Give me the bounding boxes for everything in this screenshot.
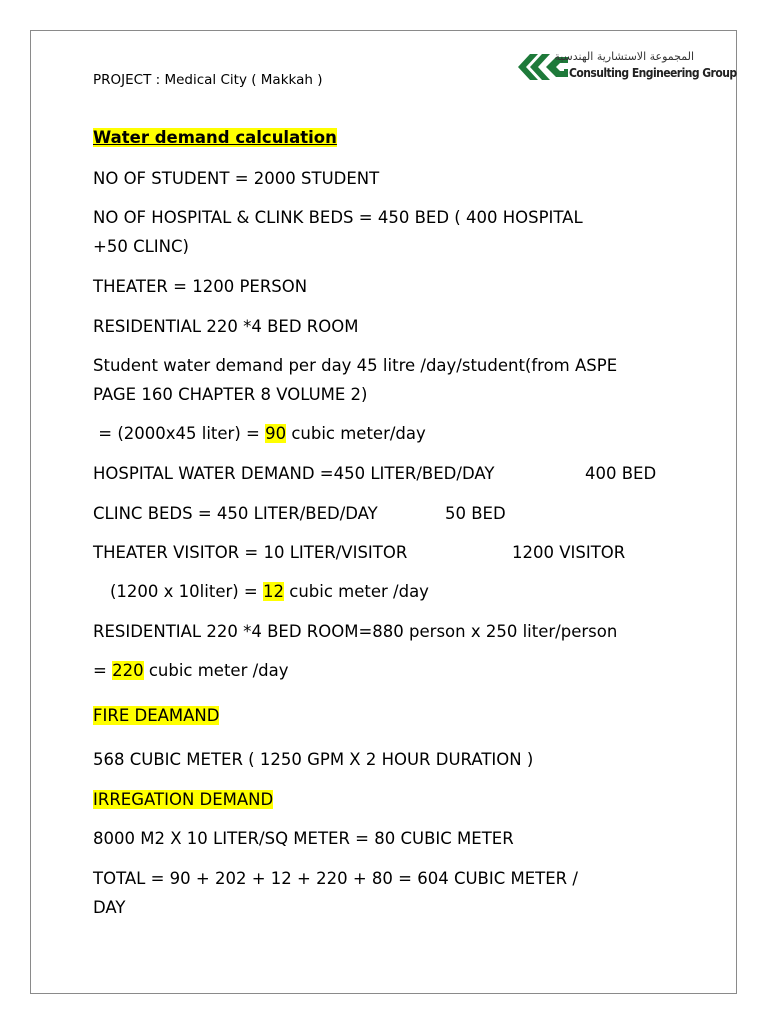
theater-line: THEATER = 1200 PERSON [93,277,308,296]
residential-calc-line [93,661,289,680]
residential-line: RESIDENTIAL 220 *4 BED ROOM [93,317,359,336]
residential-demand-line: RESIDENTIAL 220 *4 BED ROOM=880 person x 250 liter/person [93,622,618,641]
fire-demand-value: 568 CUBIC METER ( 1250 GPM X 2 HOUR DURATION ) [93,750,534,769]
total-line-2: DAY [93,898,126,917]
student-calc-suffix: cubic meter/day [286,424,426,443]
student-demand-line-1: Student water demand per day 45 litre /day/student(from ASPE [93,356,618,375]
student-calc-prefix: = (2000x45 liter) = [93,424,266,443]
fire-demand-heading: FIRE DEAMAND [93,706,220,725]
project-label: PROJECT : Medical City ( Makkah ) [93,72,323,88]
hospital-demand-line: HOSPITAL WATER DEMAND =450 LITER/BED/DAY [93,464,495,483]
theater-demand-line: THEATER VISITOR = 10 LITER/VISITOR [93,543,408,562]
student-calc-value: 90 [265,424,287,443]
student-demand-line-2: PAGE 160 CHAPTER 8 VOLUME 2) [93,385,368,404]
clinic-beds-value: 50 BED [445,504,506,523]
irrigation-demand-heading: IRREGATION DEMAND [93,790,274,809]
theater-calc-prefix: (1200 x 10liter) = [110,582,264,601]
clinic-demand-line: CLINC BEDS = 450 LITER/BED/DAY [93,504,378,523]
beds-line-2: +50 CLINC) [93,237,189,256]
company-logo [516,50,737,86]
residential-calc-suffix: cubic meter /day [143,661,289,680]
hospital-beds-value: 400 BED [585,464,657,483]
theater-calc-value: 12 [263,582,285,601]
residential-calc-value: 220 [112,661,144,680]
irrigation-demand-value: 8000 M2 X 10 LITER/SQ METER = 80 CUBIC METER [93,829,514,848]
students-line: NO OF STUDENT = 2000 STUDENT [93,169,380,188]
residential-calc-prefix: = [93,661,113,680]
theater-calc-line [110,582,429,601]
beds-line-1: NO OF HOSPITAL & CLINK BEDS = 450 BED ( 400 HOSPITAL [93,208,583,227]
document-title: Water demand calculation [93,128,337,147]
theater-calc-suffix: cubic meter /day [284,582,429,601]
student-calc-line [93,424,426,443]
theater-visitors-value: 1200 VISITOR [512,543,626,562]
logo-english-text: Consulting Engineering Group [569,66,737,80]
logo-arabic-text: المجموعة الاستشارية الهندسية [554,50,694,63]
total-line-1: TOTAL = 90 + 202 + 12 + 220 + 80 = 604 CUBIC METER / [93,869,578,888]
